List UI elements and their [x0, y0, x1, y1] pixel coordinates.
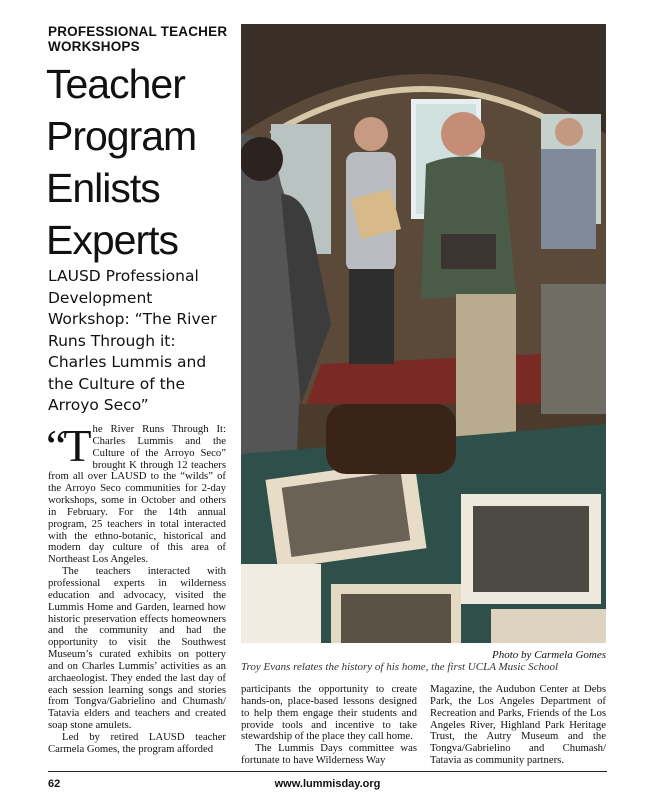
- footer-rule: [48, 771, 607, 772]
- article-body-column-3: [430, 684, 606, 767]
- photo-caption: Troy Evans relates the history of his home, the first UCLA Music School: [241, 661, 559, 673]
- article-photo: [241, 24, 606, 643]
- footer-website: www.lummisday.org: [274, 778, 381, 790]
- article-deck: LAUSD Professional Development Workshop: “The River Runs Through it: Charles Lummis and the Culture of the Arroyo Seco”: [48, 267, 217, 414]
- article-paragraph: Magazine, the Audubon Center at Debs Park, the Los Angeles Department of Recreation and Parks, Friends of the Los Angeles River, Highland Park Heritage Trust, the Autry Museum and the Tongva/Gabrielino and Chumash/ Tatavia as community partners.: [430, 683, 606, 767]
- article-paragraph: Led by retired LAUSD teacher Carmela Gomes, the program afforded: [48, 730, 226, 755]
- article-paragraph: [46, 420, 226, 566]
- article-kicker: PROFESSIONAL TEACHER WORKSHOPS: [48, 24, 228, 54]
- drop-quote: “T: [46, 420, 89, 471]
- paragraph-text: he River Runs Through It: Charles Lummis and the Culture of the Arroyo Seco” brought K through 12 teachers from all over LAUSD to the “wilds” of the Arroyo Seco communities for 2-day workshops, some in October and others in February. For the 14th annual program, 25 teachers in total interacted with the ethno-botanic, historical and modern day culture of this area of Northeast Los Angeles.: [48, 423, 226, 566]
- article-paragraph: The Lummis Days committee was fortunate to have Wilderness Way: [241, 742, 417, 767]
- article-paragraph: The teachers interacted with professional experts in wilderness education and advocacy, visited the Lummis Home and Garden, learned how historic preservation effects homeowners and the community and had the opportunity to visit the Southwest Museum’s curated exhibits on pottery and on Charles Lummis’ activities as an archaeologist. They ended the last day of each session learning songs and stories from Tongva/Gabrielino and Chumash/ Tatavia elders and teachers and created soap stone amulets.: [48, 565, 226, 732]
- article-body-column-1: [46, 420, 226, 756]
- page-number: 62: [48, 778, 61, 790]
- article-body-column-2: [241, 684, 417, 767]
- photo-credit: Photo by Carmela Gomes: [492, 649, 606, 661]
- article-headline: Teacher Program Enlists Experts: [46, 61, 197, 263]
- article-paragraph: participants the opportunity to create hands-on, place-based lessons designed to help them engage their students and provide tools and incentive to take stewardship of the place they call home.: [241, 683, 417, 743]
